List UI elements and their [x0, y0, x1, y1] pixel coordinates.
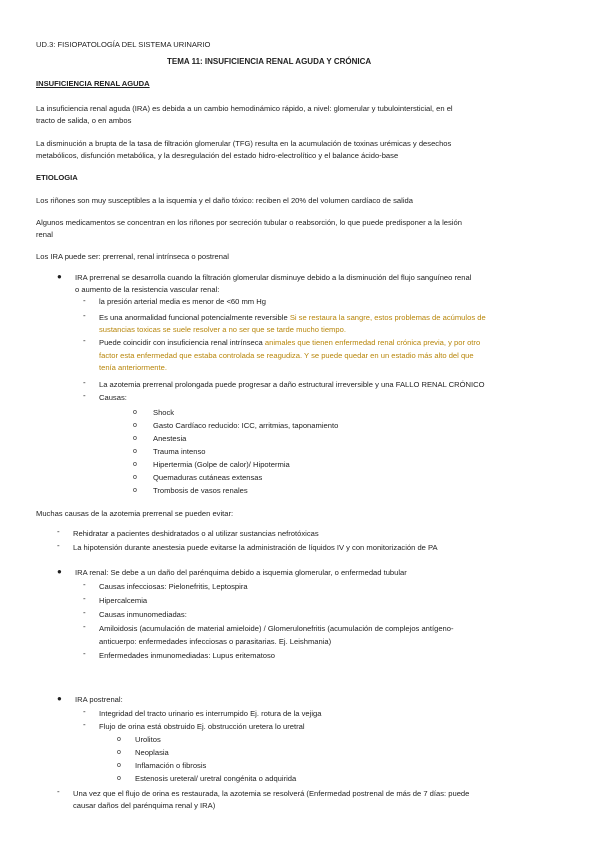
renal-item: Hipercalcemia — [99, 596, 148, 605]
prerrenal-bullet-line-2: o aumento de la resistencia vascular renal: — [75, 285, 220, 294]
unit-header: UD.3: FISIOPATOLOGÍA DEL SISTEMA URINARIO — [36, 40, 211, 49]
bullet-icon: ● — [57, 694, 62, 703]
ira-types-line: Los IRA puede ser: prerrenal, renal intrínseca o postrenal — [36, 252, 229, 261]
causa-item: Trauma intenso — [153, 447, 206, 456]
circle-bullet-icon: o — [133, 461, 137, 468]
dash-icon: - — [83, 720, 86, 729]
intro-paragraph-1-line-1: La insuficiencia renal aguda (IRA) es debida a un cambio hemodinámico rápido, a nivel: glomerular y tubulointersticial, en el — [36, 104, 453, 113]
bullet-icon: ● — [57, 272, 62, 281]
circle-bullet-icon: o — [133, 487, 137, 494]
dash-icon: - — [83, 391, 86, 400]
intro-paragraph-1-line-2: tracto de salida, o en ambos — [36, 116, 132, 125]
circle-bullet-icon: o — [133, 448, 137, 455]
postrenal-sub-item: Estenosis ureteral/ uretral congénita o adquirida — [135, 774, 297, 783]
intro-paragraph-2-line-1: La disminución a brupta de la tasa de filtración glomerular (TFG) resulta en la acumulación de toxinas urémicas y desechos — [36, 139, 452, 148]
etiologia-paragraph-2-line-2: renal — [36, 230, 53, 239]
prerrenal-item-3-line-1 — [99, 338, 480, 348]
postrenal-sub-item: Urolitos — [135, 735, 161, 744]
prerrenal-causas-label: Causas: — [99, 393, 127, 402]
renal-item: Amiloidosis (acumulación de material amieloide) / Glomerulonefritis (acumulación de complejos antígeno- — [99, 624, 454, 633]
causa-item: Quemaduras cutáneas extensas — [153, 473, 263, 482]
prerrenal-item-1: la presión arterial media es menor de <60 mm Hg — [99, 297, 266, 306]
dash-icon: - — [83, 622, 86, 631]
postrenal-final-line-2: causar daños del parénquima renal y IRA) — [73, 801, 216, 810]
prerrenal-item-3-line-3: tenía anteriormente. — [99, 363, 167, 372]
causa-item: Shock — [153, 408, 175, 417]
evitar-item: Rehidratar a pacientes deshidratados o al utilizar sustancias nefrotóxicas — [73, 529, 319, 538]
circle-bullet-icon: o — [117, 736, 121, 743]
prerrenal-item-2-text: Es una anormalidad funcional potencialmente reversible — [99, 313, 290, 322]
dash-icon: - — [83, 296, 86, 305]
etiologia-paragraph-2-line-1: Algunos medicamentos se concentran en los riñones por secreción tubular o reabsorción, lo que puede predisponer a la lesión — [36, 218, 462, 227]
prerrenal-item-2-line-1 — [99, 313, 486, 323]
section-title: INSUFICIENCIA RENAL AGUDA — [36, 79, 150, 88]
renal-item: Causas inmunomediadas: — [99, 610, 187, 619]
postrenal-item-2: Flujo de orina está obstruido Ej. obstrucción uretera lo uretral — [99, 722, 305, 731]
dash-icon: - — [83, 608, 86, 617]
postrenal-sub-item: Inflamación o fibrosis — [135, 761, 207, 770]
circle-bullet-icon: o — [133, 435, 137, 442]
causa-item: Anestesia — [153, 434, 187, 443]
renal-item-continuation: anticuerpo: enfermedades infecciosas o parasitarias. Ej. Leishmania) — [99, 637, 332, 646]
evitar-item: La hipotensión durante anestesia puede evitarse la administración de líquidos IV y con monitorización de PA — [73, 543, 438, 552]
renal-bullet: IRA renal: Se debe a un daño del parénquima debido a isquemia glomerular, o enfermedad tubular — [75, 568, 407, 577]
causa-item: Trombosis de vasos renales — [153, 486, 248, 495]
prerrenal-item-2-highlight: Si se restaura la sangre, estos problemas de acúmulos de — [289, 313, 486, 322]
renal-item: Causas infecciosas: Pielonefritis, Leptospira — [99, 582, 248, 591]
dash-icon: - — [83, 707, 86, 716]
postrenal-item-1: Integridad del tracto urinario es interrumpido Ej. rotura de la vejiga — [99, 709, 322, 718]
circle-bullet-icon: o — [117, 762, 121, 769]
circle-bullet-icon: o — [117, 775, 121, 782]
evitar-heading: Muchas causas de la azotemia prerrenal se pueden evitar: — [36, 509, 234, 518]
circle-bullet-icon: o — [133, 422, 137, 429]
etiologia-paragraph-1: Los riñones son muy susceptibles a la isquemia y el daño tóxico: reciben el 20% del volumen cardíaco de salida — [36, 196, 413, 205]
postrenal-sub-item: Neoplasia — [135, 748, 169, 757]
dash-icon: - — [57, 527, 60, 536]
bullet-icon: ● — [57, 567, 62, 576]
prerrenal-item-2-line-2: sustancias toxicas se suele resolver a no ser que se tarde mucho tiempo. — [99, 325, 346, 334]
renal-item: Enfermedades inmunomediadas: Lupus eritematoso — [99, 651, 276, 660]
postrenal-final-line-1: Una vez que el flujo de orina es restaurada, la azotemia se resolverá (Enfermedad postrenal de más de 7 días: puede — [73, 789, 470, 798]
dash-icon: - — [83, 649, 86, 658]
prerrenal-item-3-text: Puede coincidir con insuficiencia renal intrínseca — [99, 338, 265, 347]
prerrenal-item-3-highlight: animales que tienen enfermedad renal crónica previa, y por otro — [264, 338, 481, 347]
etiologia-heading: ETIOLOGIA — [36, 173, 78, 182]
causa-item: Hipertermia (Golpe de calor)/ Hipotermia — [153, 460, 290, 469]
prerrenal-item-3-line-2: factor esta enfermedad que estaba controlada se reagudiza. Y se puede quedar en un estadio más alto del que — [99, 351, 474, 360]
dash-icon: - — [57, 541, 60, 550]
circle-bullet-icon: o — [117, 749, 121, 756]
dash-icon: - — [57, 787, 60, 796]
dash-icon: - — [83, 594, 86, 603]
prerrenal-bullet-line-1: IRA prerrenal se desarrolla cuando la filtración glomerular disminuye debido a la disminución del flujo sanguíneo renal — [75, 273, 472, 282]
intro-paragraph-2-line-2: metabólicos, disfunción metabólica, y la desregulación del estado hidro-electrolítico y el balance ácido-base — [36, 151, 399, 160]
dash-icon: - — [83, 580, 86, 589]
dash-icon: - — [83, 311, 86, 320]
postrenal-bullet: IRA postrenal: — [75, 695, 123, 704]
circle-bullet-icon: o — [133, 474, 137, 481]
dash-icon: - — [83, 336, 86, 345]
causa-item: Gasto Cardíaco reducido: ICC, arritmias, taponamiento — [153, 421, 339, 430]
dash-icon: - — [83, 378, 86, 387]
prerrenal-item-4: La azotemia prerrenal prolongada puede progresar a daño estructural irreversible y una FALLO RENAL CRÓNICO — [99, 380, 485, 389]
page-title: TEMA 11: INSUFICIENCIA RENAL AGUDA Y CRÓNICA — [167, 57, 372, 66]
circle-bullet-icon: o — [133, 409, 137, 416]
